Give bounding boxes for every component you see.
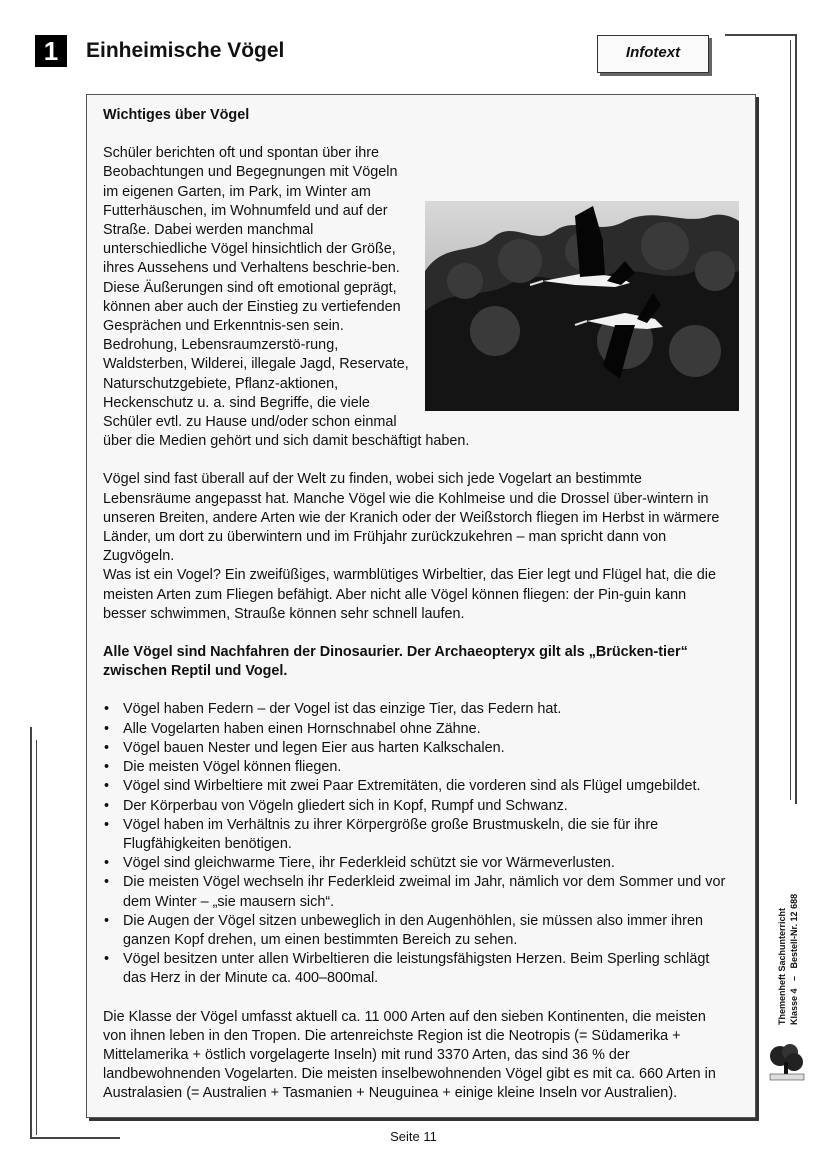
stork-photo-graphic: [425, 201, 739, 411]
infotext-tag-label: Infotext: [625, 44, 681, 61]
spacer: [103, 451, 733, 470]
dinosaur-statement: Alle Vögel sind Nachfahren der Dinosaurier. Der Archaeopteryx gilt als „Brücken-tier“ zwischen Reptil und Vogel.: [103, 644, 688, 680]
decor-line-right: [795, 34, 797, 804]
paragraph-definition: Was ist ein Vogel? Ein zweifüßiges, warmblütiges Wirbeltier, das Eier legt und Flügel hat, die die meisten Arten zum Fliegen befähigt. Aber nicht alle Vögel können fliegen: der Pin-guin kann besser schwimmen, Strauße können sehr schnell laufen.: [103, 567, 716, 622]
chapter-number: 1: [35, 35, 67, 67]
decor-line-right-inner: [790, 40, 791, 800]
kohl-verlag-logo: [766, 1042, 808, 1084]
paragraph-species-count: Die Klasse der Vögel umfasst aktuell ca. 11 000 Arten auf den sieben Kontinenten, die meisten von ihnen leben in den Tropen. Die artenreichste Region ist die Neotropis (= Südamerika + Mittelamerika + östlich vorgelagerte Inseln) mit rund 3370 Arten, das sind 36 % der landbewohnenden Vogelarten. Die meisten inselbewohnenden Vögel gibt es mit ca. 660 Arten in Australasien (= Australien + Tasmanien + Neuguinea + einige kleine Inseln vor Australien).: [103, 1008, 716, 1102]
list-item: • Der Körperbau von Vögeln gliedert sich in Kopf, Rumpf und Schwanz.: [103, 797, 733, 816]
list-item: • Vögel sind gleichwarme Tiere, ihr Federkleid schützt sie vor Wärmeverlusten.: [103, 854, 733, 873]
list-item: • Vögel bauen Nester und legen Eier aus harten Kalkschalen.: [103, 739, 733, 758]
spacer: [103, 624, 733, 643]
spacer: [103, 125, 733, 144]
decor-line-left: [30, 727, 32, 1139]
list-item: • Vögel sind Wirbeltiere mit zwei Paar Extremitäten, die vorderen sind als Flügel umgebildet.: [103, 777, 733, 796]
intro-heading: Wichtiges über Vögel: [103, 107, 250, 123]
infotext-tag: [597, 35, 709, 73]
list-item: • Alle Vogelarten haben einen Hornschnabel ohne Zähne.: [103, 720, 733, 739]
paragraph-migration: Vögel sind fast überall auf der Welt zu finden, wobei sich jede Vogelart an bestimmte Lebensräume angepasst hat. Manche Vögel wie die Kohlmeise und die Drossel über-wintern in unseren Breiten, andere Arten wie der Kranich oder der Weißstorch fliegen im Herbst in wärmere Länder, um dort zu überwintern und im Frühjahr zurückzukehren – man spricht dann von Zugvögeln.: [103, 471, 720, 565]
spacer: [103, 989, 733, 1008]
spacer: [103, 681, 733, 700]
intro-paragraph: Schüler berichten oft und spontan über ihre Beobachtungen und Begegnungen mit Vögeln im eigenen Garten, im Park, im Winter am Futterhäuschen, im Wohnumfeld und auf der Straße. Dabei werden manchmal unterschiedliche Vögel hinsichtlich der Größe, ihres Aussehens und Verhaltens beschrie-ben. Diese Äußerungen sind oft emotional geprägt, können aber auch der Einstieg zu vertiefenden Gesprächen und Erkenntnis-sen sein. Bedrohung, Lebensraumzerstö-rung, Waldsterben, Wilderei, illegale Jagd, Reservate, Naturschutzgebiete, Pflanz-aktionen, Heckenschutz u. a. sind Begriffe, die viele Schüler evtl. zu Hause und/oder schon einmal über die Medien gehört und sich damit beschäftigt haben.: [103, 145, 470, 450]
list-item: • Die meisten Vögel wechseln ihr Federkleid zweimal im Jahr, nämlich vor dem Sommer und vor dem Winter – „sie mausern sich“.: [103, 873, 733, 911]
series-title: Themenheft Sachunterricht: [777, 907, 787, 1025]
list-item: • Die meisten Vögel können fliegen.: [103, 758, 733, 777]
publisher-sidebar: [776, 855, 812, 1025]
decor-line-left-inner: [36, 740, 37, 1135]
list-item: • Die Augen der Vögel sitzen unbeweglich in den Augenhöhlen, sie müssen also immer ihren ganzen Kopf drehen, um einen bestimmten Bereich zu sehen.: [103, 912, 733, 950]
content-body: [103, 106, 733, 1104]
page-number: Seite 11: [390, 1129, 437, 1144]
list-item: • Vögel haben im Verhältnis zu ihrer Körpergröße große Brustmuskeln, die sie für ihre Flugfähigkeiten benötigen.: [103, 816, 733, 854]
stork-photo: [425, 201, 739, 411]
list-item: • Vögel besitzen unter allen Wirbeltieren die leistungsfähigsten Herzen. Beim Sperling schlägt das Herz in der Minute ca. 400–800mal.: [103, 950, 733, 988]
tree-icon: [766, 1042, 808, 1084]
facts-list: [103, 700, 733, 988]
order-number: Klasse 4 – Bestell-Nr. 12 688: [789, 893, 799, 1025]
list-item: • Vögel haben Federn – der Vogel ist das einzige Tier, das Federn hat.: [103, 700, 733, 719]
publisher-sidebar-text: [776, 855, 812, 1025]
page-title: Einheimische Vögel: [86, 39, 285, 62]
intro-block: [103, 144, 733, 451]
decor-line-top: [725, 34, 797, 36]
